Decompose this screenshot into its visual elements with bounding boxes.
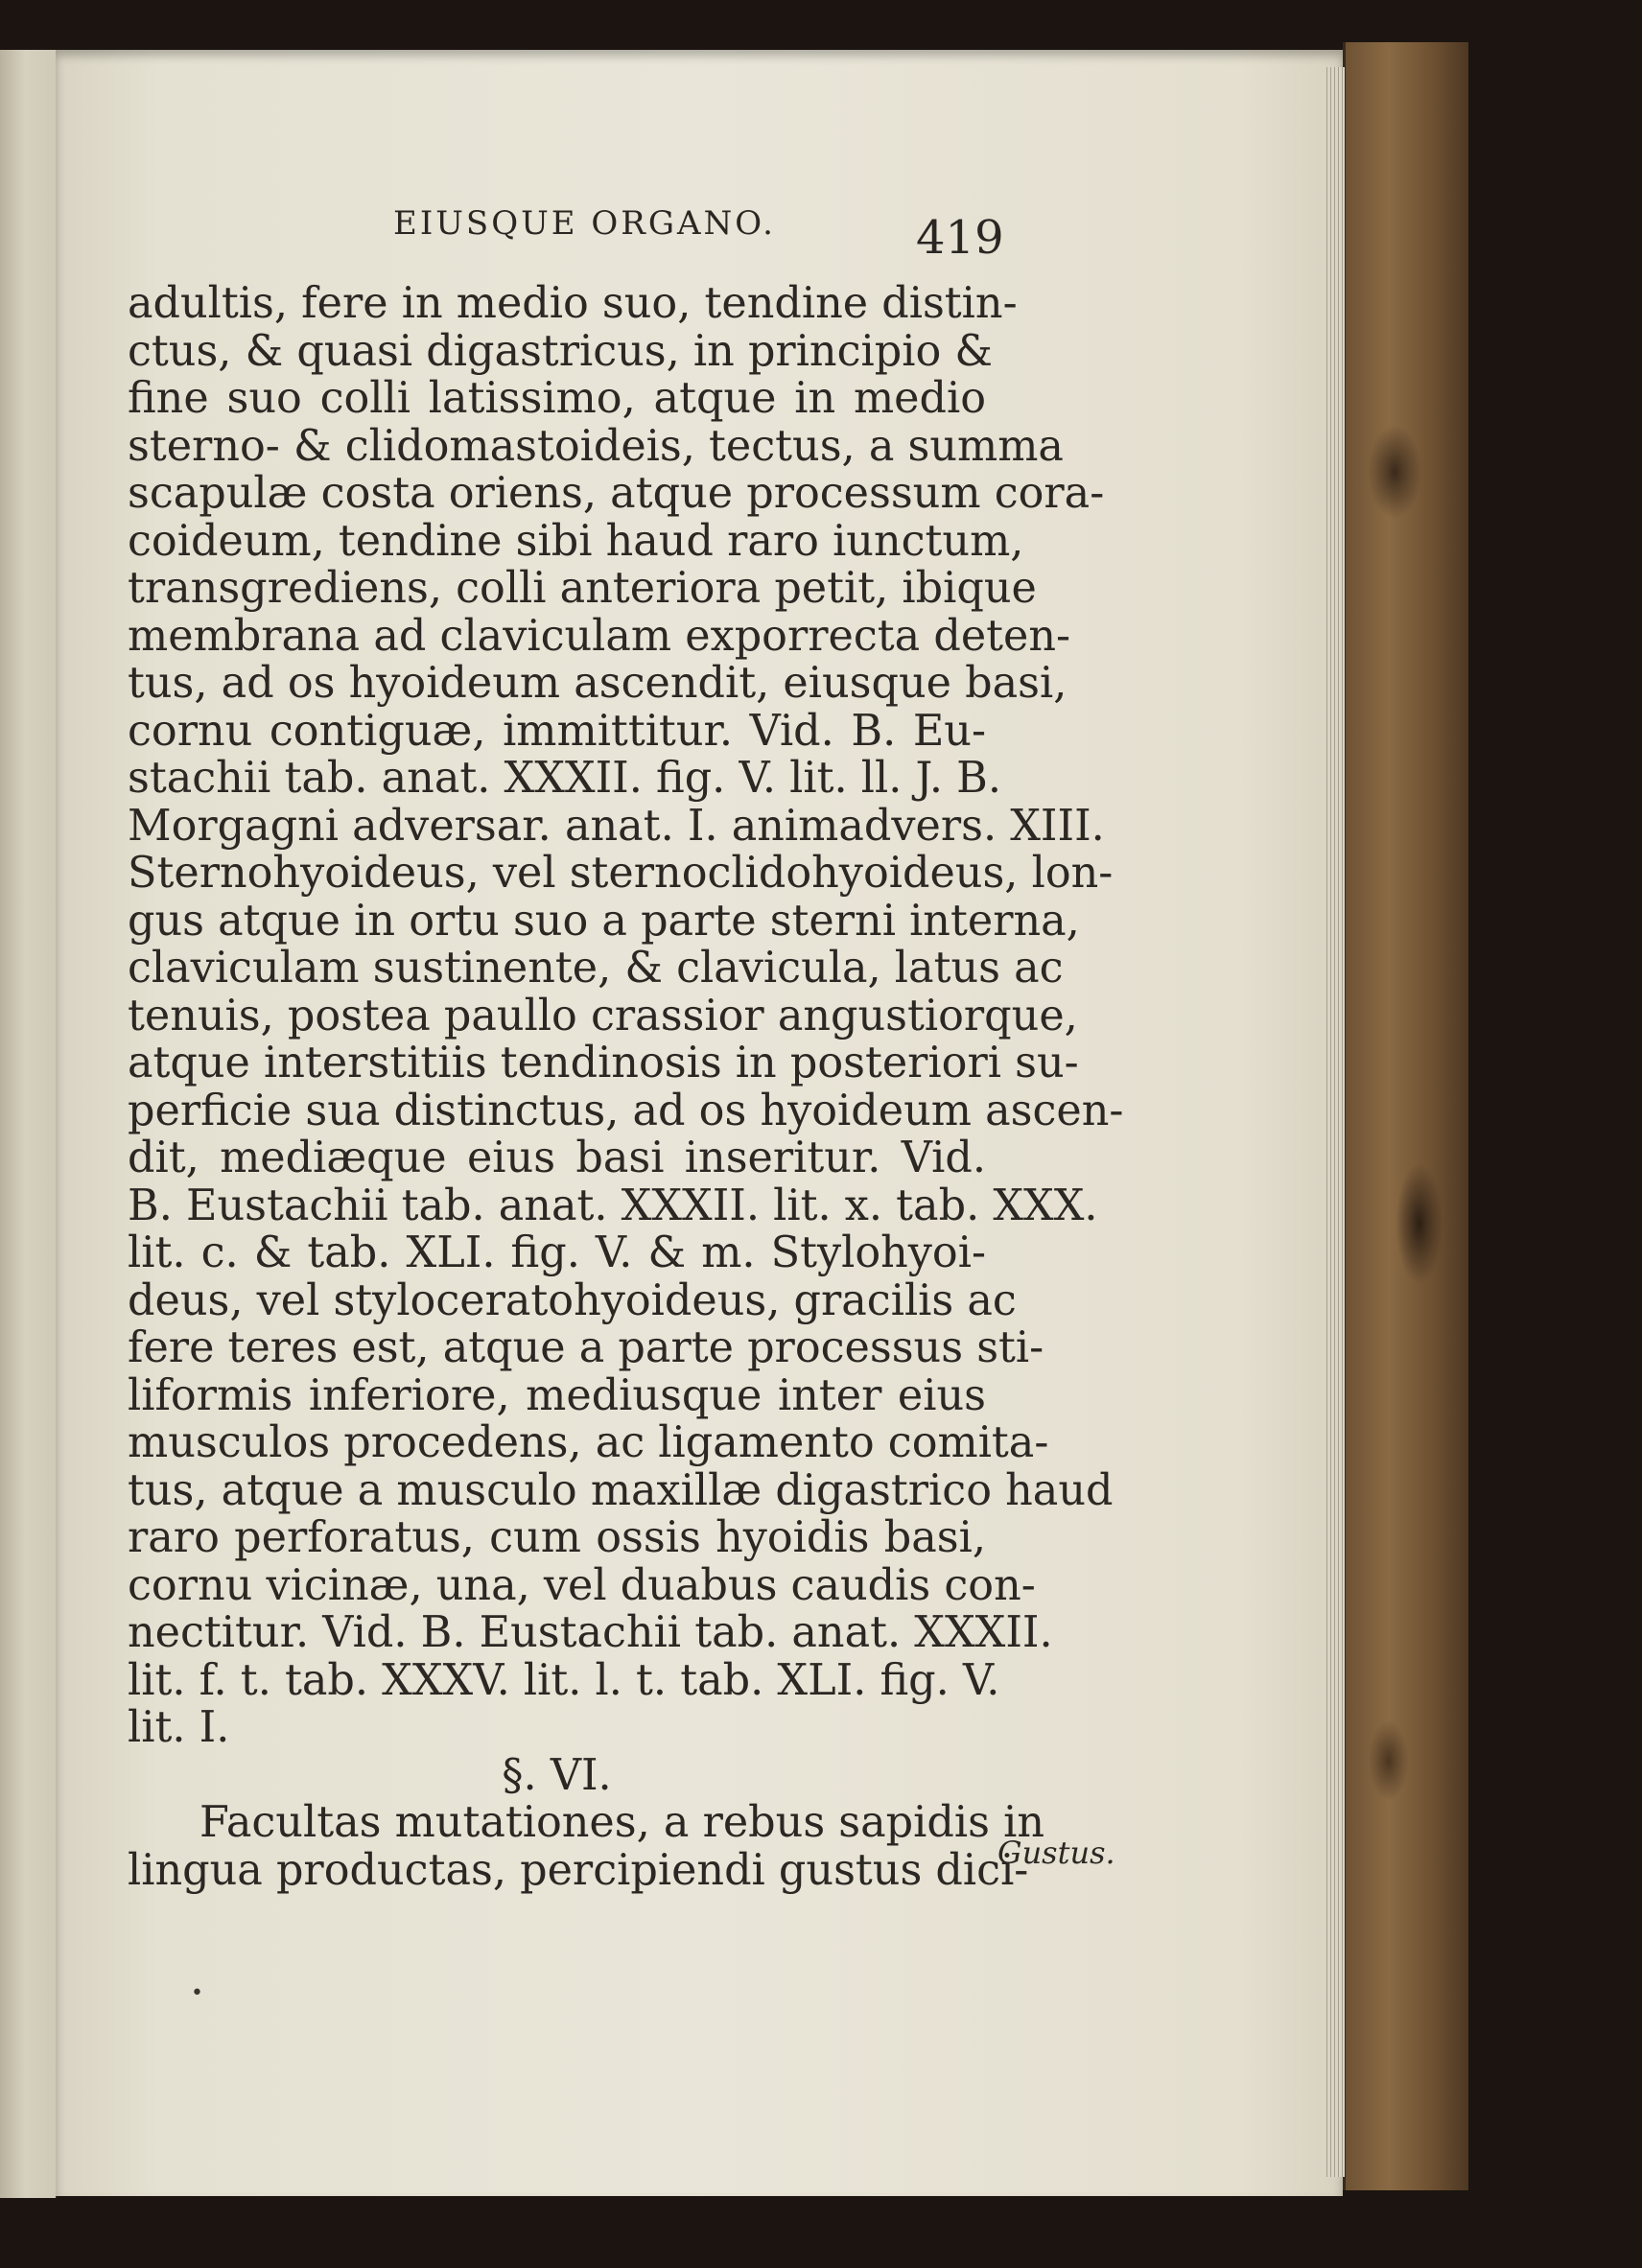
text-line: tus, ad os hyoideum ascendit, eiusque basi,: [128, 659, 1067, 708]
text-line: fine suo colli latissimo, atque in medio: [128, 374, 986, 423]
text-line: coideum, tendine sibi haud raro iunctum,: [128, 516, 1024, 566]
text-line: cornu vicinæ, una, vel duabus caudis con-: [128, 1560, 1036, 1610]
text-line: membrana ad claviculam exporrecta deten-: [128, 611, 1071, 661]
text-line: musculos procedens, ac ligamento comita-: [128, 1418, 1049, 1467]
text-line: ctus, & quasi digastricus, in principio &: [128, 326, 994, 376]
text-line: sterno- & clidomastoideis, tectus, a summa: [128, 421, 1064, 471]
section-heading: §. VI.: [502, 1750, 612, 1800]
text-line: nectitur. Vid. B. Eustachii tab. anat. XXXII.: [128, 1608, 1053, 1657]
text-line: B. Eustachii tab. anat. XXXII. lit. x. tab. XXX.: [128, 1181, 1098, 1230]
text-line: raro perforatus, cum ossis hyoidis basi,: [128, 1513, 986, 1562]
text-line: adultis, fere in medio suo, tendine distin-: [128, 279, 1018, 328]
page-edges: [1324, 67, 1345, 2177]
text-line: scapulæ costa oriens, atque processum cora-: [128, 469, 1105, 518]
text-line: gus atque in ortu suo a parte sterni interna,: [128, 896, 1080, 946]
text-line: Morgagni adversar. anat. I. animadvers. XIII.: [128, 801, 1105, 851]
text-line: perficie sua distinctus, ad os hyoideum ascen-: [128, 1086, 1124, 1135]
page-number: 419: [916, 211, 1004, 265]
text-line: stachii tab. anat. XXXII. fig. V. lit. ll. J. B.: [128, 754, 1002, 803]
body-text: [128, 279, 1124, 1895]
text-line: lit. f. t. tab. XXXV. lit. l. t. tab. XLI. fig. V.: [128, 1655, 1000, 1705]
ornament-mark: •: [191, 1981, 203, 2005]
text-line: tus, atque a musculo maxillæ digastrico haud: [128, 1465, 1114, 1515]
text-line: lit. c. & tab. XLI. fig. V. & m. Stylohyoi-: [128, 1228, 986, 1277]
text-line: transgrediens, colli anteriora petit, ibique: [128, 564, 1037, 613]
margin-note: Gustus.: [997, 1835, 1115, 1871]
running-head: EIUSQUE ORGANO.: [393, 204, 776, 243]
text-line: tenuis, postea paullo crassior angustiorque,: [128, 991, 1078, 1040]
text-line: cornu contiguæ, immittitur. Vid. B. Eu-: [128, 706, 986, 756]
text-line: Sternohyoideus, vel sternoclidohyoideus, lon-: [128, 849, 1114, 898]
left-page-edge: [0, 50, 58, 2198]
book-cover: [1343, 42, 1468, 2190]
text-line: liformis inferiore, mediusque inter eius: [128, 1370, 986, 1420]
text-line: lingua productas, percipiendi gustus dici-: [128, 1845, 1029, 1895]
text-line: claviculam sustinente, & clavicula, latus ac: [128, 944, 1064, 993]
text-line: lit. I.: [128, 1703, 230, 1752]
text-line: deus, vel styloceratohyoideus, gracilis ac: [128, 1275, 1017, 1325]
text-line: atque interstitiis tendinosis in posteriori su-: [128, 1039, 1079, 1087]
text-line: dit, mediæque eius basi inseritur. Vid.: [128, 1134, 986, 1182]
text-line: Facultas mutationes, a rebus sapidis in: [199, 1798, 1044, 1847]
text-line: fere teres est, atque a parte processus sti-: [128, 1323, 1044, 1372]
